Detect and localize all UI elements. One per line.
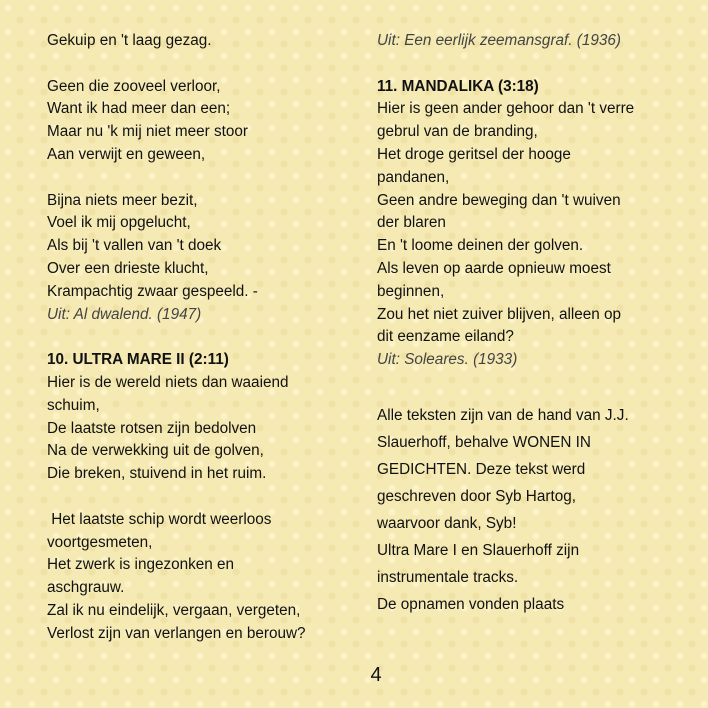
note-line: Alle teksten zijn van de hand van J.J. — [377, 406, 629, 424]
intro-line: Gekuip en 't laag gezag. — [47, 32, 212, 49]
poem-line: Aan verwijt en geween, — [47, 145, 206, 163]
poem-line: Want ik had meer dan een; — [47, 100, 231, 118]
left-column — [47, 30, 347, 646]
poem-line: Zou het niet zuiver blijven, alleen op — [377, 305, 622, 323]
stanza-2 — [47, 190, 347, 304]
note-line: geschreven door Syb Hartog, — [377, 487, 576, 505]
poem-line: schuim, — [47, 396, 100, 414]
poem-line: der blaren — [377, 214, 446, 232]
song-11-lyrics — [377, 98, 677, 349]
poem-line: dit eenzame eiland? — [377, 328, 514, 346]
poem-line: Maar nu 'k mij niet meer stoor — [47, 123, 248, 141]
poem-line: Hier is de wereld niets dan waaiend — [47, 373, 289, 391]
poem-line: voortgesmeten, — [47, 533, 153, 551]
poem-line: Verlost zijn van verlangen en berouw? — [47, 624, 306, 642]
poem-line: Zal ik nu eindelijk, vergaan, vergeten, — [47, 601, 301, 619]
poem-line: De laatste rotsen zijn bedolven — [47, 419, 257, 437]
poem-line: beginnen, — [377, 282, 445, 300]
poem-line: gebrul van de branding, — [377, 123, 538, 141]
song-11-title: 11. MANDALIKA (3:18) — [377, 77, 539, 95]
note-line: instrumentale tracks. — [377, 568, 519, 586]
poem-line: En 't loome deinen der golven. — [377, 237, 584, 255]
poem-line: Bijna niets meer bezit, — [47, 191, 198, 209]
note-line: Slauerhoff, behalve WONEN IN — [377, 433, 591, 451]
poem-line: Als bij 't vallen van 't doek — [47, 237, 222, 255]
song-10-stanza-2 — [47, 509, 347, 646]
source-citation: Uit: Een eerlijk zeemansgraf. (1936) — [377, 32, 622, 49]
poem-line: pandanen, — [377, 168, 450, 186]
poem-line: Geen andre beweging dan 't wuiven — [377, 191, 621, 209]
poem-line: Als leven op aarde opnieuw moest — [377, 259, 611, 277]
poem-line: Na de verwekking uit de golven, — [47, 442, 264, 460]
note-line: GEDICHTEN. Deze tekst werd — [377, 460, 586, 478]
stanza-1 — [47, 76, 347, 167]
right-column — [377, 30, 677, 618]
poem-line: Krampachtig zwaar gespeeld. - — [47, 282, 258, 300]
poem-line: Hier is geen ander gehoor dan 't verre — [377, 100, 635, 118]
poem-line: aschgrauw. — [47, 579, 125, 597]
note-line: De opnamen vonden plaats — [377, 595, 565, 613]
poem-line: Het laatste schip wordt weerloos — [47, 510, 272, 528]
poem-line: Die breken, stuivend in het ruim. — [47, 465, 267, 483]
note-line: Ultra Mare I en Slauerhoff zijn — [377, 541, 580, 559]
source-citation: Uit: Al dwalend. (1947) — [47, 305, 202, 323]
song-10-stanza-1 — [47, 372, 347, 486]
poem-line: Voel ik mij opgelucht, — [47, 214, 191, 232]
poem-line: Over een drieste klucht, — [47, 259, 209, 277]
poem-line: Het droge geritsel der hooge — [377, 145, 571, 163]
source-citation: Uit: Soleares. (1933) — [377, 351, 518, 369]
poem-line: Het zwerk is ingezonken en — [47, 556, 235, 574]
page-number: 4 — [370, 664, 382, 686]
note-line: waarvoor dank, Syb! — [377, 514, 517, 532]
poem-line: Geen die zooveel verloor, — [47, 77, 221, 95]
song-10-title: 10. ULTRA MARE II (2:11) — [47, 351, 229, 369]
credits-note — [377, 402, 677, 618]
